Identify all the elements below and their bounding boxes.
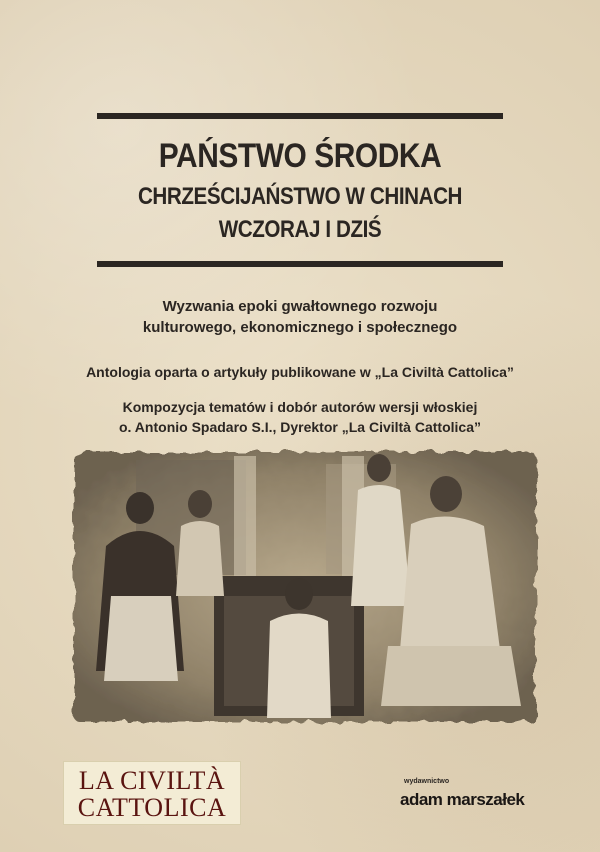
publisher-name: adam marszałek: [400, 790, 525, 809]
composition-credit: [0, 397, 600, 437]
tagline-line2: kulturowego, ekonomicznego i społecznego: [142, 319, 458, 336]
tagline-line1: Wyzwania epoki gwałtownego rozwoju: [162, 298, 438, 315]
top-rule: [97, 113, 503, 119]
tagline: [0, 296, 600, 338]
publisher-logo: [400, 778, 540, 818]
anthology-note: Antologia oparta o artykuły publikowane w „La Civiltà Cattolica”: [86, 364, 514, 380]
book-subtitle-line2: WCZORAJ I DZIŚ: [218, 216, 382, 243]
book-subtitle-line1: CHRZEŚCIJAŃSTWO W CHINACH: [137, 183, 463, 210]
bottom-rule: [97, 261, 503, 267]
book-title: PAŃSTWO ŚRODKA: [158, 137, 442, 175]
logo-line2: CATTOLICA: [77, 793, 227, 822]
logo-line1: LA CIVILTÀ: [78, 766, 226, 795]
family-photograph: [66, 446, 544, 728]
composition-line2: o. Antonio Spadaro S.I., Dyrektor „La Civiltà Cattolica”: [119, 419, 481, 435]
composition-line1: Kompozycja tematów i dobór autorów wersji włoskiej: [122, 399, 478, 415]
la-civilta-cattolica-logo: [63, 761, 241, 825]
publisher-label: wydawnictwo: [404, 778, 450, 785]
